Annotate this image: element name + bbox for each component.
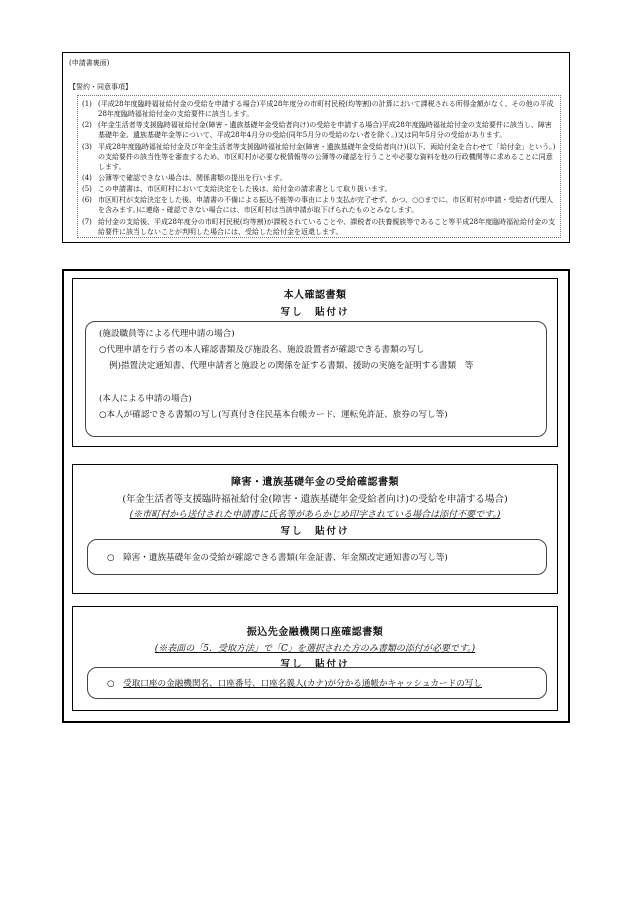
terms-item-number: (2) [82,121,92,130]
bank-account-title: 振込先金融機関口座確認書類 [246,627,384,638]
terms-item [82,142,556,172]
terms-item-number: (6) [82,196,92,205]
terms-item [82,173,556,183]
identity-documents-title: 本人確認書類 [283,290,347,301]
terms-item-text: 公簿等で確認できない場合は、関係書類の提出を行います。 [98,173,287,182]
terms-item [82,99,556,119]
self-required-document: ○本人が確認できる書類の写し(写真付き住民基本台帳カード、運転免許証、旅券の写し等) [99,410,448,420]
bank-account-note: (※表面の「5．受取方法」で「C」を選択された方のみ書類の添付が必要です。) [154,644,476,654]
terms-item-text: 給付金の支給後、平成28年度分の市町村民税(均等割)が課税されていることや、課税者の扶養親族等であること等平成28年度臨時福祉給付金の支給要件に該当しないことが判明した場合には、受給した給付金を返還します。 [98,217,556,236]
pension-receipt-document: ○ 障害・遺族基礎年金の受給が確認できる書類(年金証書、年金額改定通知書の写し等) [107,553,448,563]
terms-item-number: (4) [82,173,92,182]
terms-heading: 【誓約・同意事項】 [69,83,132,91]
bank-account-document-text: 受取口座の金融機関名、口座番号、口座名義人(カナ)が分かる通帳かキャッシュカードの写し [123,679,482,689]
terms-item-text: 市区町村が支給決定をした後、申請書の不備による振込不能等の事由により支払が完了せず、かつ、○○までに、市区町村が申請・受給者(代理人を含みます。)に連絡・確認できない場合には、市区町村は当該申請が取下げられたものとみなします。 [98,196,554,215]
pension-receipt-subtitle: (年金生活者等支援臨時福祉給付金(障害・遺族基礎年金受給者向け)の受給を申請する場合) [122,494,508,505]
terms-item-text: 平成28年度臨時福祉給付金及び年金生活者等支援臨時福祉給付金(障害・遺族基礎年金受給者向け)(以下、両給付金を合わせて「給付金」という。)の支給要件の該当性等を審査するため、市区町村が必要な税情報等の公簿等の確認を行うことや必要な資料を他の行政機関等に求めることに同意します。 [98,142,556,171]
self-application-case: (本人による申請の場合) [99,394,192,404]
terms-item [82,195,556,215]
application-back-label: (申請書裏面) [69,59,110,67]
paste-copy-label: 写し 貼付け [280,526,350,537]
terms-item [82,184,556,194]
terms-item-number: (3) [82,142,92,151]
terms-item-number: (5) [82,185,92,194]
identity-documents-card [72,278,558,447]
terms-item [82,120,556,140]
terms-item-text: この申請書は、市区町村において支給決定をした後は、給付金の請求書として取り扱います。 [98,185,392,194]
pension-receipt-title: 障害・遺族基礎年金の受給確認書類 [231,477,399,488]
proxy-document-examples: 例)措置決定通知書、代理申請者と施設との関係を証する書類、援助の実施を証明する書類 等 [109,361,474,371]
terms-item-text: (平成28年度臨時福祉給付金の受給を申請する場合)平成28年度分の市町村民税(均等割)の計算において課税される所得金額がなく、その他の平成28年度臨時福祉給付金の支給要件に該当します。 [98,100,554,119]
bank-account-card [72,606,558,711]
terms-item-number: (1) [82,100,92,108]
bank-account-document [107,677,482,689]
bank-account-mark: ○ [107,679,115,689]
terms-item-text: (年金生活者等支援臨時福祉給付金(障害・遺族基礎年金受給者向け)の受給を申請する場合)平成28年度臨時福祉給付金の支給要件に該当し、障害基礎年金、遺族基礎年金等について、平成28年4月分の受給(同年5月分の受給のない者を除く。)又は同年5月分の受給があります。 [98,121,552,140]
terms-list-box [77,95,561,238]
pension-receipt-note: (※市町村から送付された申請書に氏名等があらかじめ印字されている場合は添付不要です。) [129,510,501,520]
paste-copy-label: 写し 貼付け [280,659,350,670]
pledge-consent-box [62,52,570,243]
terms-item [82,217,556,237]
proxy-application-case: (施設職員等による代理申請の場合) [99,329,235,339]
terms-item-number: (7) [82,217,92,226]
pension-receipt-card [72,464,558,594]
proxy-required-document: ○代理申請を行う者の本人確認書類及び施設名、施設設置者が確認できる書類の写し [99,345,425,355]
terms-list [82,99,556,237]
paste-copy-label: 写し 貼付け [280,307,350,318]
